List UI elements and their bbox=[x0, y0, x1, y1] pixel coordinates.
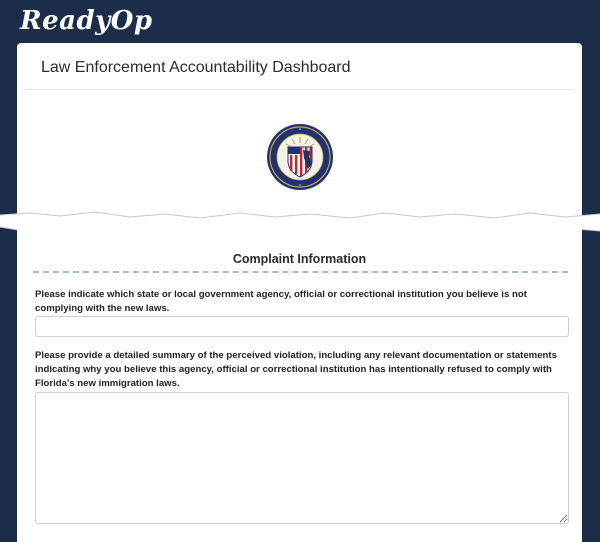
agency-question-label: Please indicate which state or local government agency, official or correctional institution you believe is not complying with the new laws. bbox=[35, 289, 527, 314]
violation-summary-textarea[interactable] bbox=[35, 392, 569, 524]
section-divider bbox=[33, 271, 568, 273]
title-divider bbox=[25, 89, 574, 90]
readyop-logo: ReadyOp bbox=[20, 6, 153, 36]
violation-summary-label: Please provide a detailed summary of the perceived violation, including any relevant documentation or statements indicating why you believe this agency, official or correctional institution has intentionally refused to comply with Florida's new immigration laws. bbox=[35, 350, 557, 389]
agency-input[interactable] bbox=[35, 316, 569, 337]
section-title: Complaint Information bbox=[232, 252, 367, 266]
florida-seal-icon bbox=[266, 123, 334, 191]
complaint-form-card bbox=[17, 222, 582, 542]
page-title: Law Enforcement Accountability Dashboard bbox=[41, 59, 351, 76]
